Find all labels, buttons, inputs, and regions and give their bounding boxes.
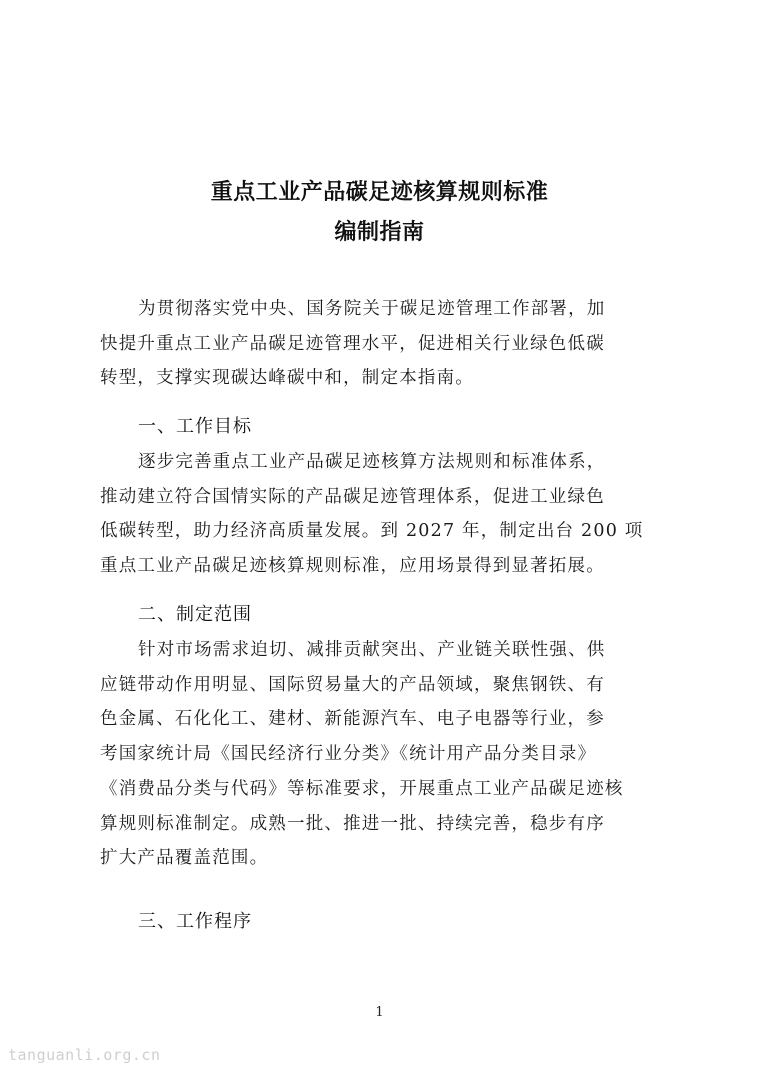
document-title-line1: 重点工业产品碳足迹核算规则标准 <box>210 180 549 205</box>
paragraph-line: 应链带动作用明显、国际贸易量大的产品领域，聚焦钢铁、有 <box>100 674 605 695</box>
paragraph-line: 算规则标准制定。成熟一批、推进一批、持续完善，稳步有序 <box>100 813 605 834</box>
paragraph-line: 快提升重点工业产品碳足迹管理水平，促进相关行业绿色低碳 <box>100 333 605 354</box>
document-title-line2: 编制指南 <box>334 220 425 245</box>
intro-paragraph <box>100 292 660 396</box>
section-heading-goals: 一、工作目标 <box>138 416 252 437</box>
paragraph-line: 为贯彻落实党中央、国务院关于碳足迹管理工作部署，加 <box>138 299 606 319</box>
section-heading-procedure: 三、工作程序 <box>138 911 252 932</box>
paragraph-line: 色金属、石化化工、建材、新能源汽车、电子电器等行业，参 <box>100 709 605 730</box>
paragraph-line: 重点工业产品碳足迹核算规则标准，应用场景得到显著拓展。 <box>100 556 605 577</box>
paragraph-line: 逐步完善重点工业产品碳足迹核算方法规则和标准体系， <box>138 452 606 472</box>
watermark: tanguanli.org.cn <box>8 1046 161 1064</box>
section-paragraph-scope <box>100 633 660 876</box>
paragraph-line: 扩大产品覆盖范围。 <box>100 848 269 869</box>
paragraph-line: 转型，支撑实现碳达峰碳中和，制定本指南。 <box>100 368 474 389</box>
paragraph-line: 针对市场需求迫切、减排贡献突出、产业链关联性强、供 <box>138 640 606 660</box>
section-paragraph-goals <box>100 445 660 584</box>
paragraph-line: 低碳转型，助力经济高质量发展。到 2027 年，制定出台 200 项 <box>100 521 644 542</box>
paragraph-line: 《消费品分类与代码》等标准要求，开展重点工业产品碳足迹核 <box>100 778 624 799</box>
paragraph-line: 考国家统计局《国民经济行业分类》《统计用产品分类目录》 <box>100 744 597 765</box>
page-number: 1 <box>375 1005 384 1020</box>
paragraph-line: 推动建立符合国情实际的产品碳足迹管理体系，促进工业绿色 <box>100 486 605 507</box>
section-heading-scope: 二、制定范围 <box>138 604 252 625</box>
